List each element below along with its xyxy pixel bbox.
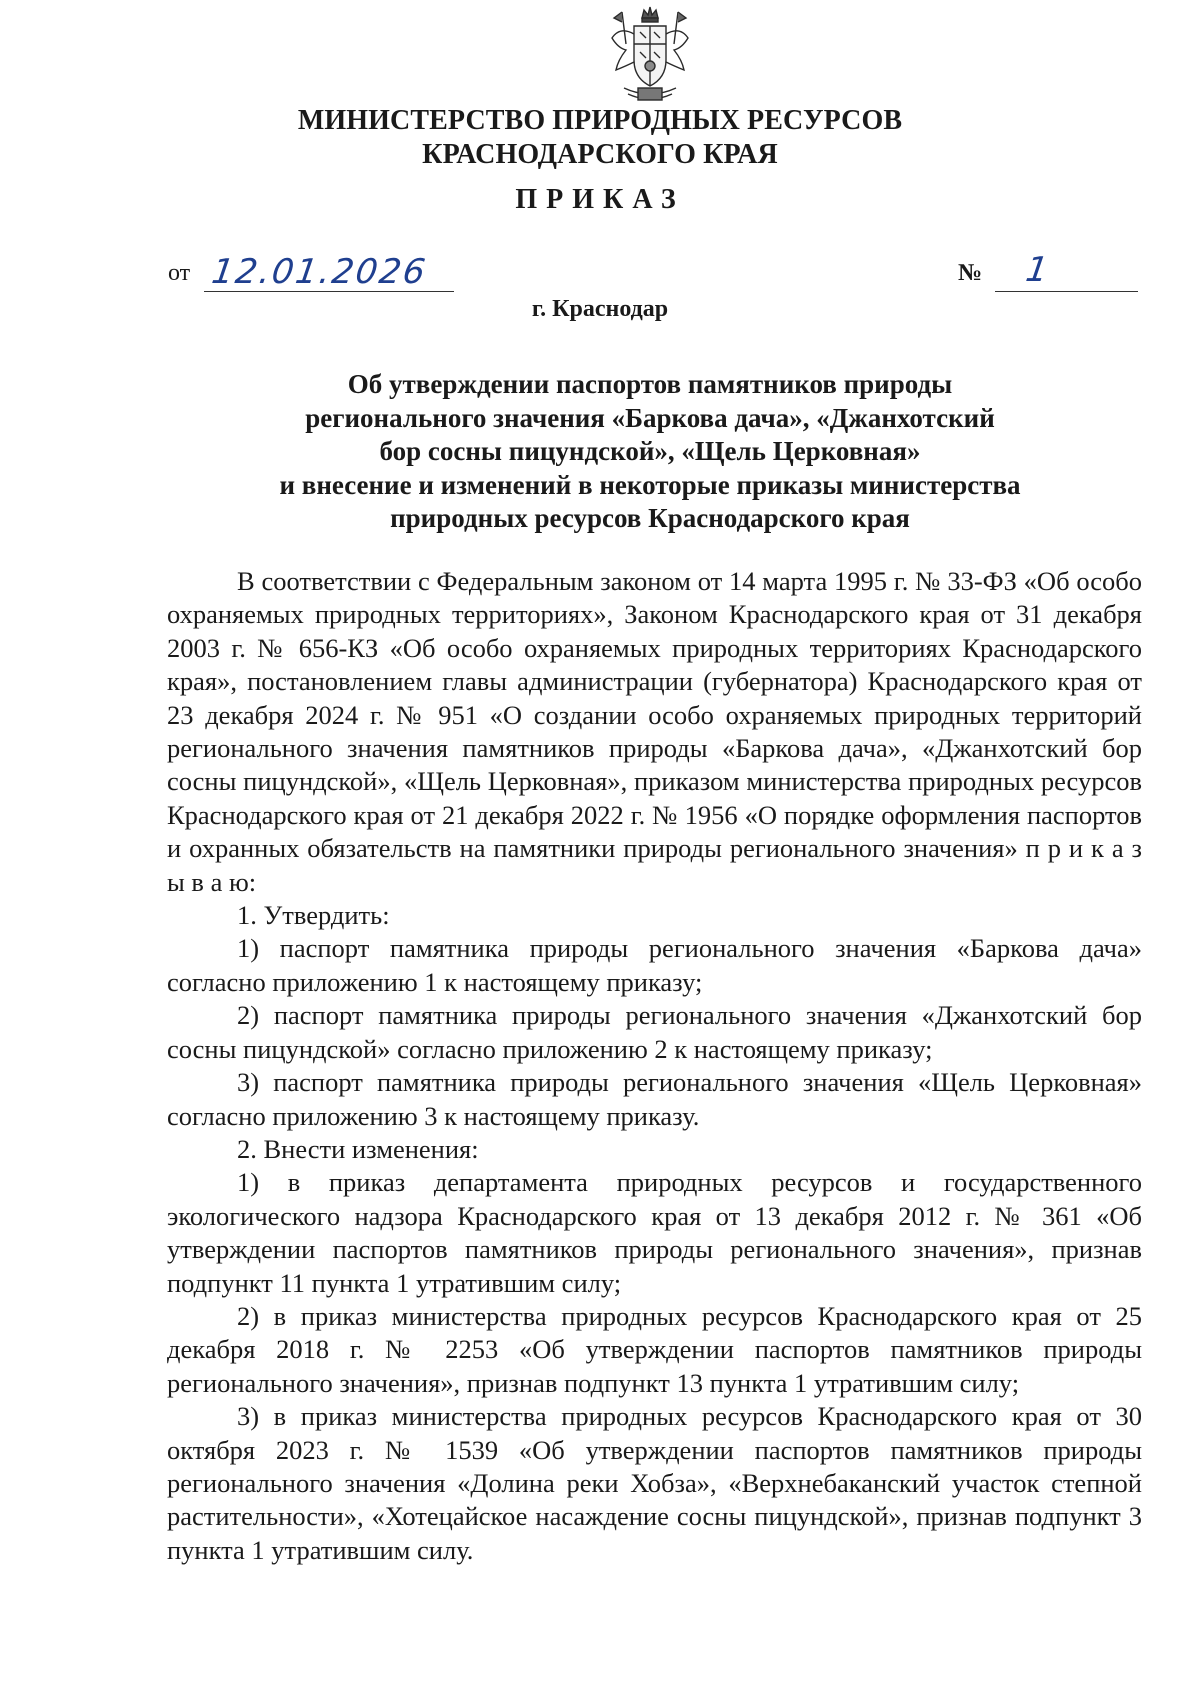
number-value: 1	[1023, 250, 1053, 290]
item-2-1: 1) в приказ департамента природных ресурсов и государственного экологического надзора Краснодарского края от 13 декабря 2012 г. № 361 «Об утверждении паспортов памятников природы регионального значения», признав подпункт 11 пункта 1 утратившим силу;	[167, 1167, 1142, 1298]
title-line: Об утверждении паспортов памятников природы	[347, 369, 953, 399]
date-label: от	[168, 260, 191, 286]
title-line: регионального значения «Баркова дача», «Джанхотский	[305, 402, 995, 433]
title-line: бор сосны пицундской», «Щель Церковная»	[379, 436, 921, 466]
number-underline	[995, 291, 1138, 292]
item-1-3: 3) паспорт памятника природы регионального значения «Щель Церковная» согласно приложению 3 к настоящему приказу.	[167, 1067, 1142, 1131]
item-1-2: 2) паспорт памятника природы регионального значения «Джанхотский бор сосны пицундской» согласно приложению 2 к настоящему приказу;	[167, 1000, 1142, 1064]
ministry-name-line1: МИНИСТЕРСТВО ПРИРОДНЫХ РЕСУРСОВ	[297, 105, 903, 136]
title-line: природных ресурсов Краснодарского края	[390, 503, 910, 533]
preamble-paragraph: В соответствии с Федеральным законом от 14 марта 1995 г. № 33-ФЗ «Об особо охраняемых природных территориях», Законом Краснодарского края от 31 декабря 2003 г. № 656-КЗ «Об особо охраняемых природных территориях Краснодарского края», постановлением главы администрации (губернатора) Краснодарского края от 23 декабря 2024 г. № 951 «О создании особо охраняемых природных территорий регионального значения памятников природы «Баркова дача», «Джанхотский бор сосны пицундской», «Щель Церковная», приказом министерства природных ресурсов Краснодарского края от 21 декабря 2022 г. № 1956 «О порядке оформления паспортов и охранных обязательств на памятники природы регионального значения» п р и к а з ы в а ю:	[167, 566, 1142, 897]
number-label: №	[958, 260, 983, 286]
item-2-heading: 2. Внести изменения:	[237, 1133, 479, 1164]
city: г. Краснодар	[531, 296, 669, 322]
document-body	[167, 565, 1142, 1567]
title-line: и внесение и изменений в некоторые приказы министерства	[279, 469, 1021, 500]
item-2-3: 3) в приказ министерства природных ресурсов Краснодарского края от 30 октября 2023 г. № 1539 «Об утверждении паспортов памятников природы регионального значения «Долина реки Хобза», «Верхнебаканский участок степной растительности», «Хотецайское насаждение сосны пицундской», признав подпункт 3 пункта 1 утратившим силу.	[167, 1401, 1142, 1565]
item-2-2: 2) в приказ министерства природных ресурсов Краснодарского края от 25 декабря 2018 г. № 2253 «Об утверждении паспортов памятников природы регионального значения», признав подпункт 13 пункта 1 утратившим силу;	[167, 1300, 1142, 1398]
coat-of-arms-icon	[604, 4, 696, 106]
ministry-name-line2: КРАСНОДАРСКОГО КРАЯ	[422, 139, 778, 170]
item-1-heading: 1. Утвердить:	[237, 900, 390, 931]
document-type: ПРИКАЗ	[515, 184, 685, 215]
document-title	[240, 368, 1060, 536]
item-1-1: 1) паспорт памятника природы регионального значения «Баркова дача» согласно приложению 1 к настоящему приказу;	[167, 933, 1142, 997]
date-value: 12.01.2026	[209, 252, 430, 292]
